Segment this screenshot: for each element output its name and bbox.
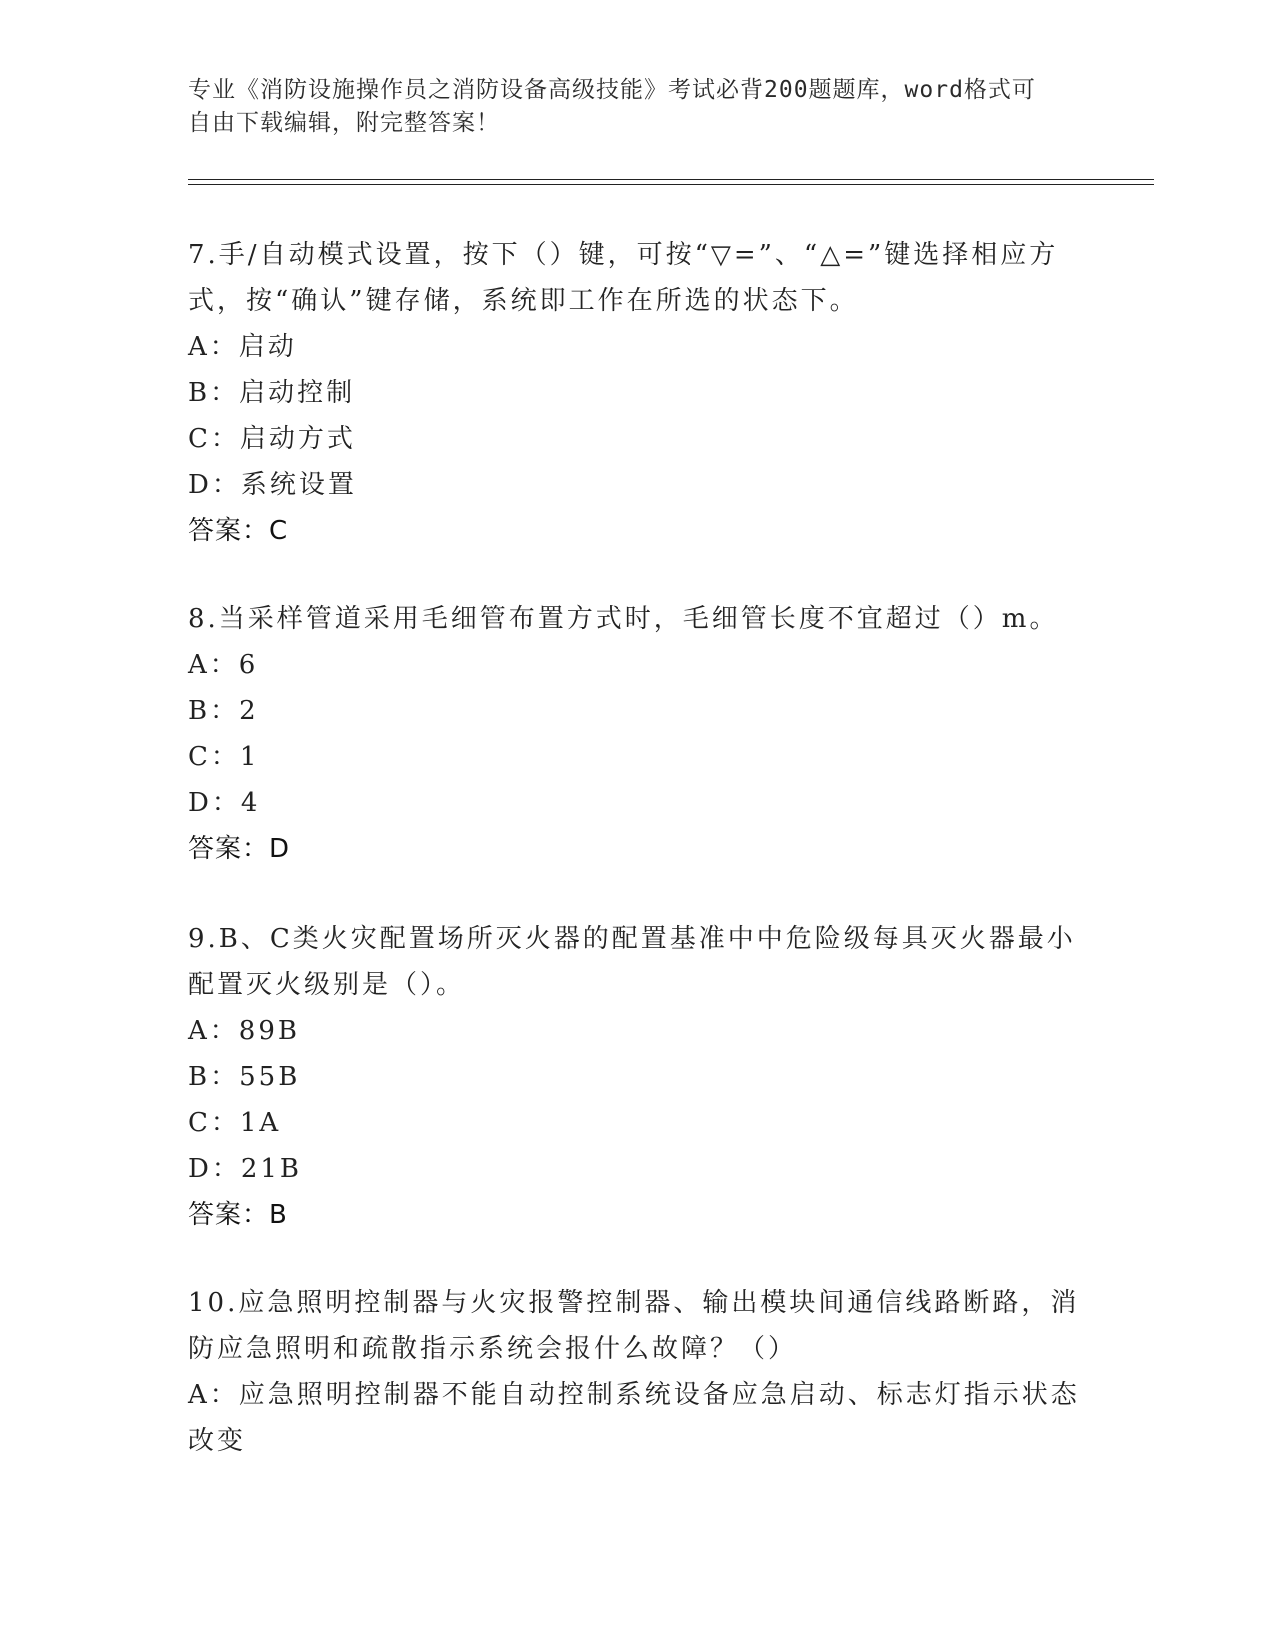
answer-label: 答案：B (188, 1200, 288, 1230)
question-stem: 8.当采样管道采用毛细管布置方式时，毛细管长度不宜超过（）m。 (188, 604, 1059, 634)
option-a: A：89B (188, 1016, 300, 1046)
option-b: B：55B (188, 1062, 301, 1092)
question-stem: 7.手/自动模式设置，按下（）键，可按“▽=”、“△=”键选择相应方式，按“确认”键存储，系统即工作在所选的状态下。 (188, 240, 1059, 316)
answer-label: 答案：D (188, 834, 291, 864)
option-c: C：启动方式 (188, 424, 356, 454)
option-c: C：1 (188, 742, 260, 772)
option-a: A：6 (188, 650, 259, 680)
question-10 (188, 1280, 1088, 1464)
question-8 (188, 596, 1088, 872)
option-d: D：4 (188, 788, 261, 818)
question-7 (188, 232, 1088, 554)
option-a: A：应急照明控制器不能自动控制系统设备应急启动、标志灯指示状态改变 (188, 1380, 1080, 1456)
document-intro: 专业《消防设施操作员之消防设备高级技能》考试必背200题题库，word格式可自由下载编辑，附完整答案！ (188, 77, 1036, 136)
option-b: B：2 (188, 696, 259, 726)
option-b: B：启动控制 (188, 378, 356, 408)
option-d: D：21B (188, 1154, 303, 1184)
option-a: A：启动 (188, 332, 297, 362)
question-stem: 9.B、C类火灾配置场所灭火器的配置基准中中危险级每具灭火器最小配置灭火级别是（）。 (188, 924, 1076, 1000)
question-stem: 10.应急照明控制器与火灾报警控制器、输出模块间通信线路断路，消防应急照明和疏散指示系统会报什么故障？（） (188, 1288, 1080, 1364)
question-9 (188, 916, 1088, 1238)
answer-label: 答案：C (188, 516, 289, 546)
option-d: D：系统设置 (188, 470, 357, 500)
header-divider-bottom (188, 184, 1154, 185)
header-divider-top (188, 179, 1154, 180)
option-c: C：1A (188, 1108, 282, 1138)
